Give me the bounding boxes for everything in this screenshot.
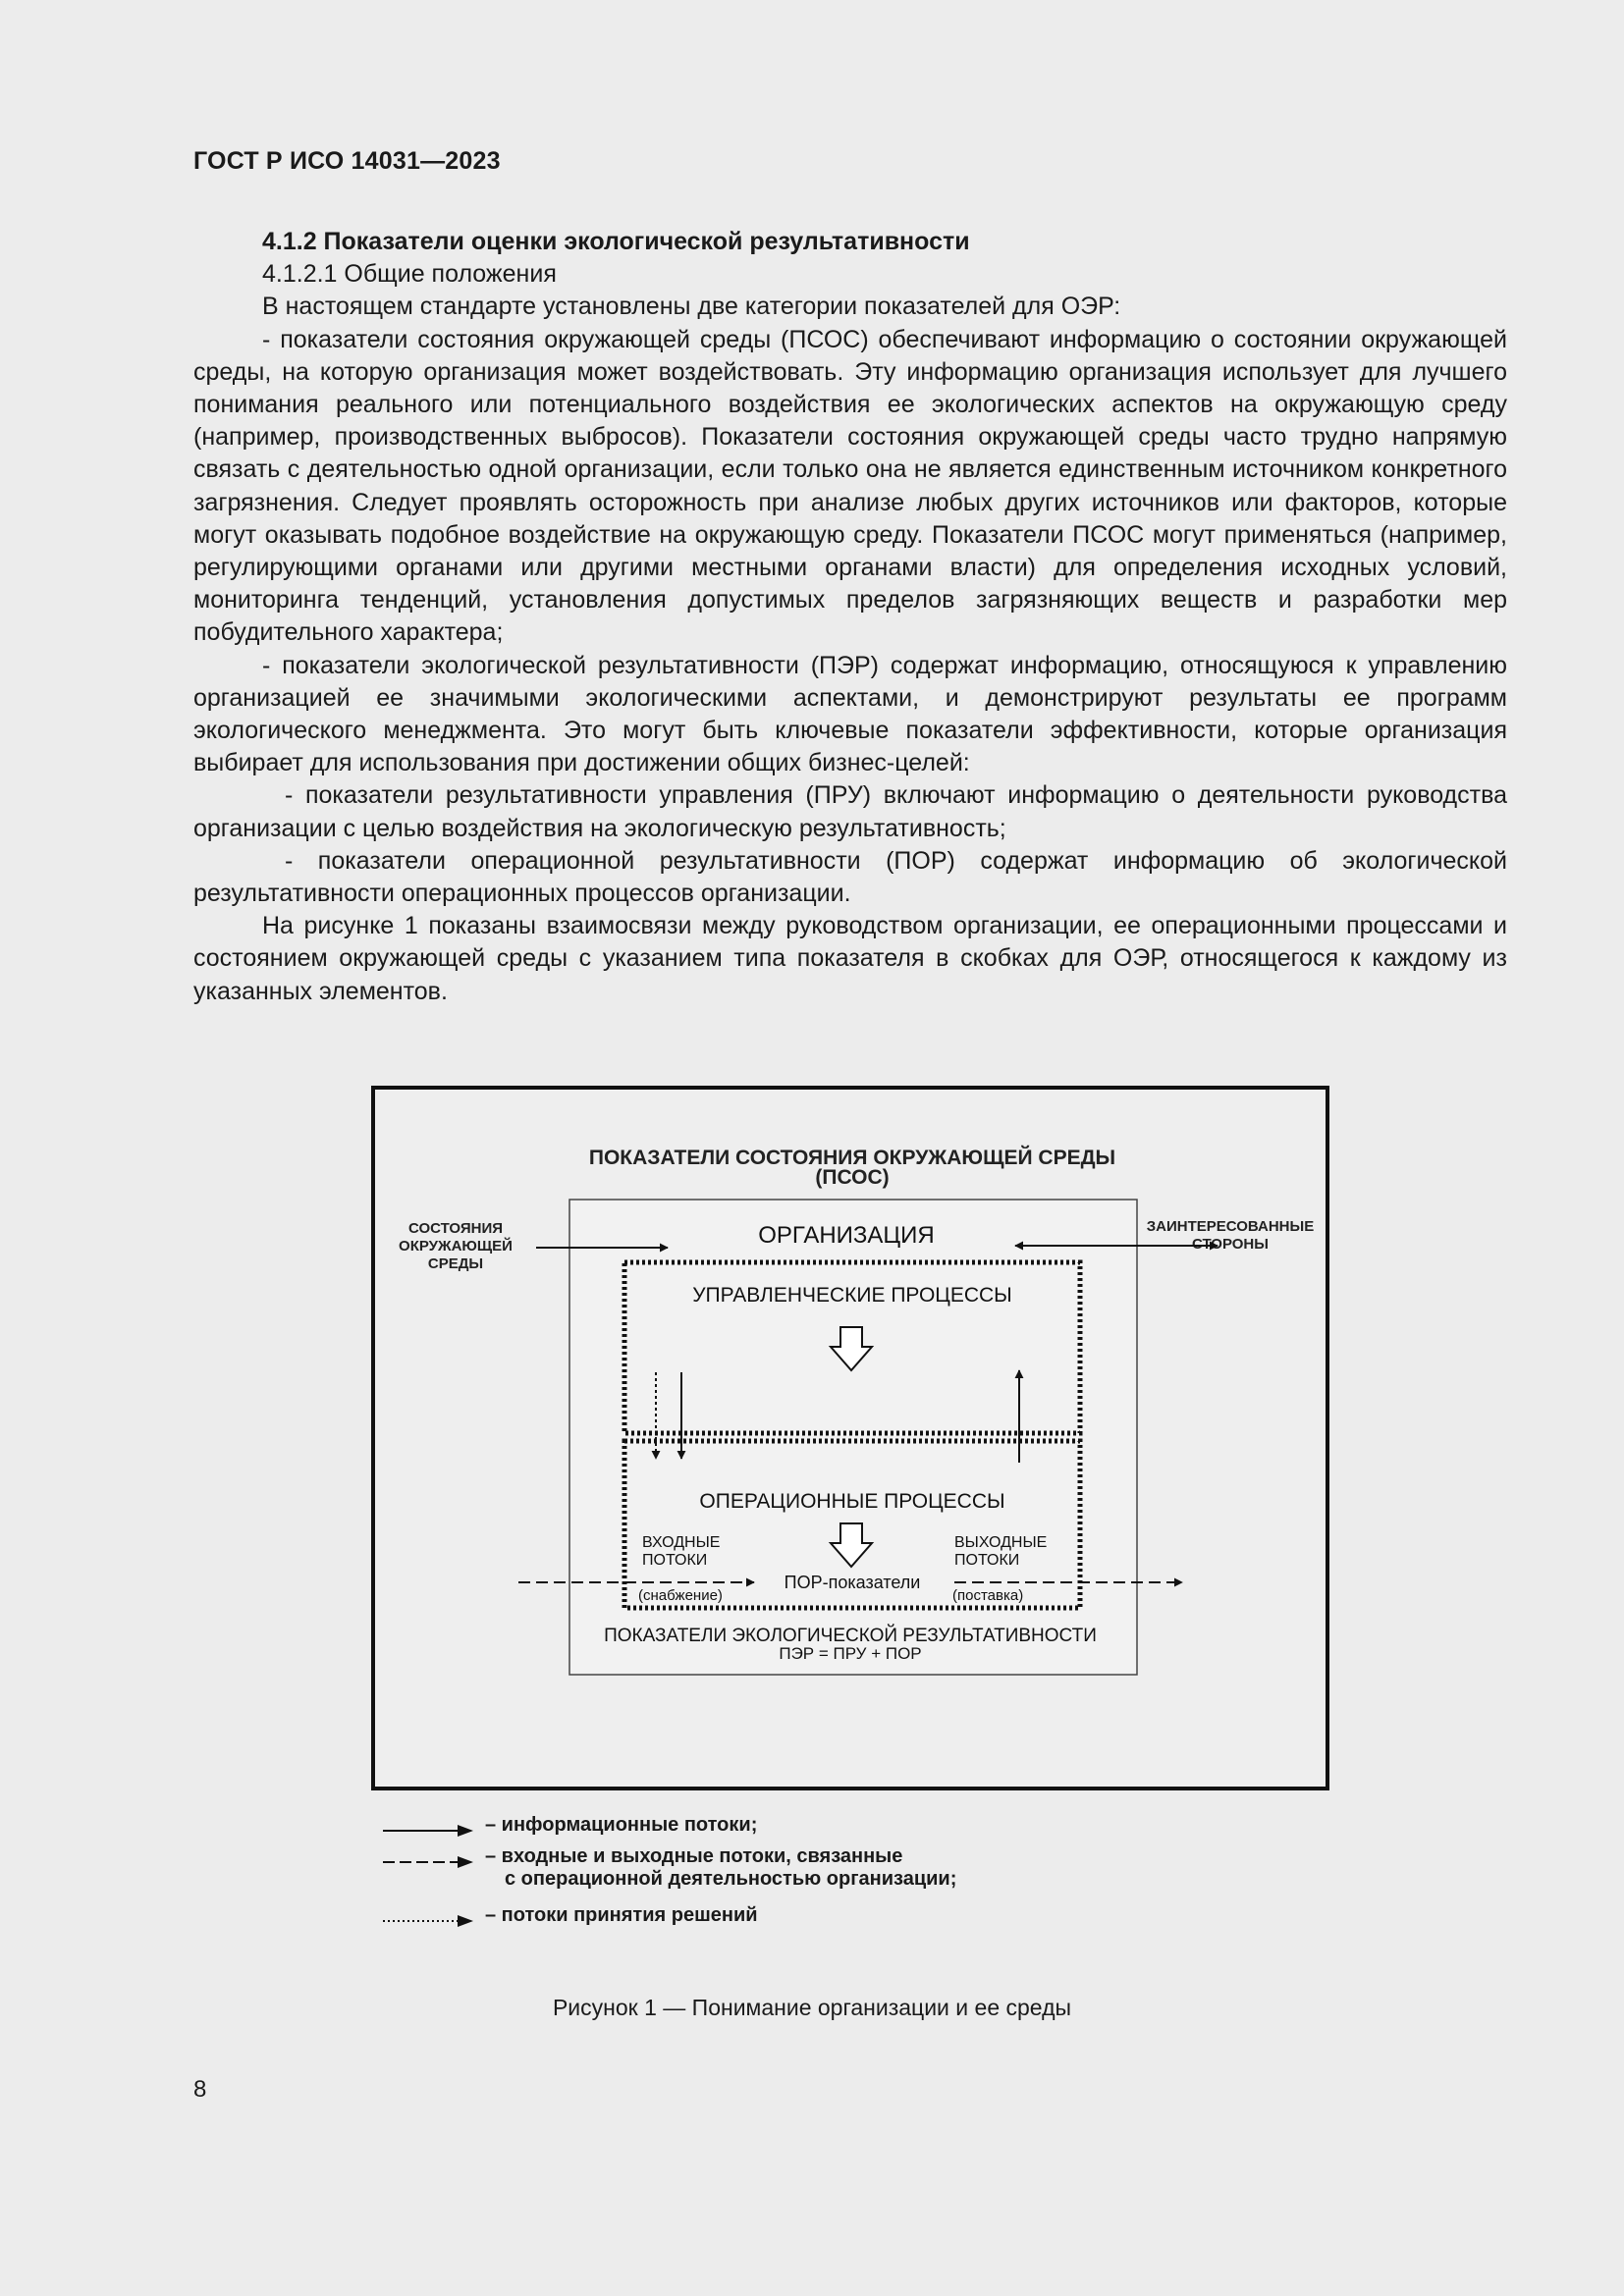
inputs-note: (снабжение) bbox=[638, 1587, 723, 1604]
figure-1-diagram bbox=[371, 1086, 1329, 1790]
per-paragraph: - показатели экологической результативности (ПЭР) содержат информацию, относящуюся к управлению организацией ее значимыми экологическими аспектами, и демонстрируют результаты ее программ экологического менеджмента. Это могут быть ключевые показатели эффективности, которые организация выбирает для использования при достижении общих бизнес-целей: bbox=[193, 651, 1507, 777]
por-indicators-label: ПОР-показатели bbox=[784, 1573, 921, 1592]
intro-paragraph: В настоящем стандарте установлены две категории показателей для ОЭР: bbox=[262, 293, 1121, 321]
por-paragraph: - показатели операционной результативности (ПОР) содержат информацию об экологической результативности операционных процессов организации. bbox=[193, 846, 1507, 908]
psos-title-line1: ПОКАЗАТЕЛИ СОСТОЯНИЯ ОКРУЖАЮЩЕЙ СРЕДЫ bbox=[588, 1147, 1116, 1169]
stakeholders-label-1: ЗАИНТЕРЕСОВАННЫЕ bbox=[1146, 1218, 1315, 1235]
outputs-label-1: ВЫХОДНЫЕ bbox=[954, 1534, 1048, 1551]
per-indicators-line2: ПЭР = ПРУ + ПОР bbox=[779, 1644, 922, 1663]
section-text bbox=[193, 226, 1507, 1008]
environment-state-label-2: ОКРУЖАЮЩЕЙ bbox=[399, 1238, 513, 1255]
inputs-label-2: ПОТОКИ bbox=[642, 1552, 708, 1569]
section-subheading: 4.1.2.1 Общие положения bbox=[262, 260, 557, 289]
figure-caption: Рисунок 1 — Понимание организации и ее среды bbox=[552, 1995, 1072, 2020]
figure-legend bbox=[381, 1814, 1068, 1936]
management-processes-label: УПРАВЛЕНЧЕСКИЕ ПРОЦЕССЫ bbox=[692, 1284, 1012, 1307]
outputs-note: (поставка) bbox=[952, 1587, 1024, 1604]
outputs-label-2: ПОТОКИ bbox=[954, 1552, 1020, 1569]
legend-io-flows: – входные и выходные потоки, связанные с операционной деятельностью организации; bbox=[381, 1845, 1068, 1904]
standard-header: ГОСТ Р ИСО 14031—2023 bbox=[193, 147, 501, 175]
solid-arrow-icon bbox=[381, 1824, 475, 1838]
per-indicators-line1: ПОКАЗАТЕЛИ ЭКОЛОГИЧЕСКОЙ РЕЗУЛЬТАТИВНОСТИ bbox=[604, 1626, 1097, 1646]
psos-title-line2: (ПСОС) bbox=[815, 1166, 890, 1189]
psos-paragraph: - показатели состояния окружающей среды (ПСОС) обеспечивают информацию о состоянии окружающей среды, на которую организация может воздействовать. Эту информацию организация использует для лучшего понимания реального или потенциального воздействия ее экологических аспектов на окружающую среду (например, производственных выбросов). Показатели состояния окружающей среды часто трудно напрямую связать с деятельностью одной организации, если только она не является единственным источником конкретного загрязнения. Следует проявлять осторожность при анализе любых других источников или факторов, которые могут оказывать подобное воздействие на окружающую среду. Показатели ПСОС могут применяться (например, регулирующими органами или другими местными органами власти) для определения исходных условий, мониторинга тенденций, установления допустимых пределов загрязняющих веществ и разработки мер побудительного характера; bbox=[193, 325, 1507, 647]
inputs-label-1: ВХОДНЫЕ bbox=[642, 1534, 721, 1551]
figure-reference-paragraph: На рисунке 1 показаны взаимосвязи между руководством организации, ее операционными процессами и состоянием окружающей среды с указанием типа показателя в скобках для ОЭР, относящегося к каждому из указанных элементов. bbox=[193, 912, 1507, 1005]
page-number: 8 bbox=[193, 2076, 207, 2103]
section-heading: 4.1.2 Показатели оценки экологической результативности bbox=[262, 228, 970, 255]
dotted-arrow-icon bbox=[381, 1914, 475, 1928]
legend-info-flows: – информационные потоки; bbox=[381, 1814, 1068, 1845]
dashed-arrow-icon bbox=[381, 1855, 475, 1869]
environment-state-label-3: СРЕДЫ bbox=[427, 1255, 484, 1272]
legend-decision-flows: – потоки принятия решений bbox=[381, 1904, 1068, 1936]
stakeholders-label-2: СТОРОНЫ bbox=[1192, 1236, 1269, 1253]
organization-label: ОРГАНИЗАЦИЯ bbox=[758, 1222, 935, 1249]
pru-paragraph: - показатели результативности управления (ПРУ) включают информацию о деятельности руководства организации с целью воздействия на экологическую результативность; bbox=[193, 781, 1507, 842]
operational-processes-label: ОПЕРАЦИОННЫЕ ПРОЦЕССЫ bbox=[699, 1490, 1005, 1513]
environment-state-label-1: СОСТОЯНИЯ bbox=[407, 1220, 504, 1237]
